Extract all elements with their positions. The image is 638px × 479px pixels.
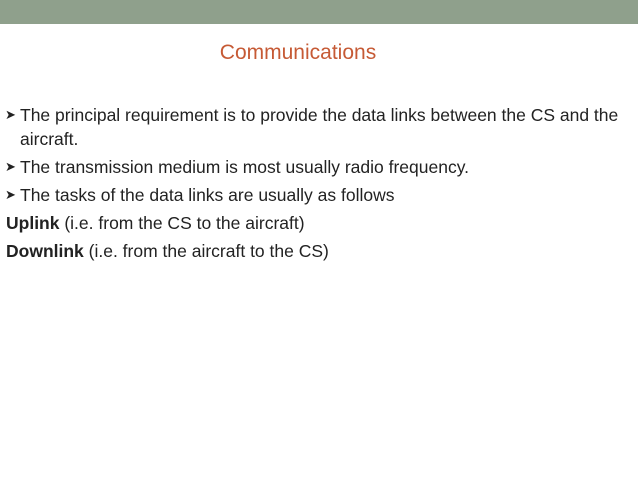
uplink-term: Uplink	[6, 213, 60, 233]
arrowhead-bullet-icon: ➤	[5, 159, 16, 174]
arrowhead-bullet-icon: ➤	[5, 107, 16, 122]
arrowhead-bullet-icon: ➤	[5, 187, 16, 202]
bullet-text: The tasks of the data links are usually as follows	[20, 185, 395, 205]
downlink-line	[6, 239, 626, 263]
bullet-item	[6, 103, 626, 151]
bullet-text: The transmission medium is most usually radio frequency.	[20, 157, 470, 177]
slide-title: Communications	[219, 41, 377, 64]
downlink-term: Downlink	[6, 241, 84, 261]
downlink-description: (i.e. from the aircraft to the CS)	[83, 241, 329, 261]
top-accent-bar	[0, 0, 638, 24]
bullet-item	[6, 183, 626, 207]
bullet-text: The principal requirement is to provide the data links between the CS and the aircraft.	[20, 105, 619, 149]
uplink-line	[6, 211, 626, 235]
bullet-list	[6, 103, 626, 267]
uplink-description: (i.e. from the CS to the aircraft)	[59, 213, 305, 233]
bullet-item	[6, 155, 626, 179]
